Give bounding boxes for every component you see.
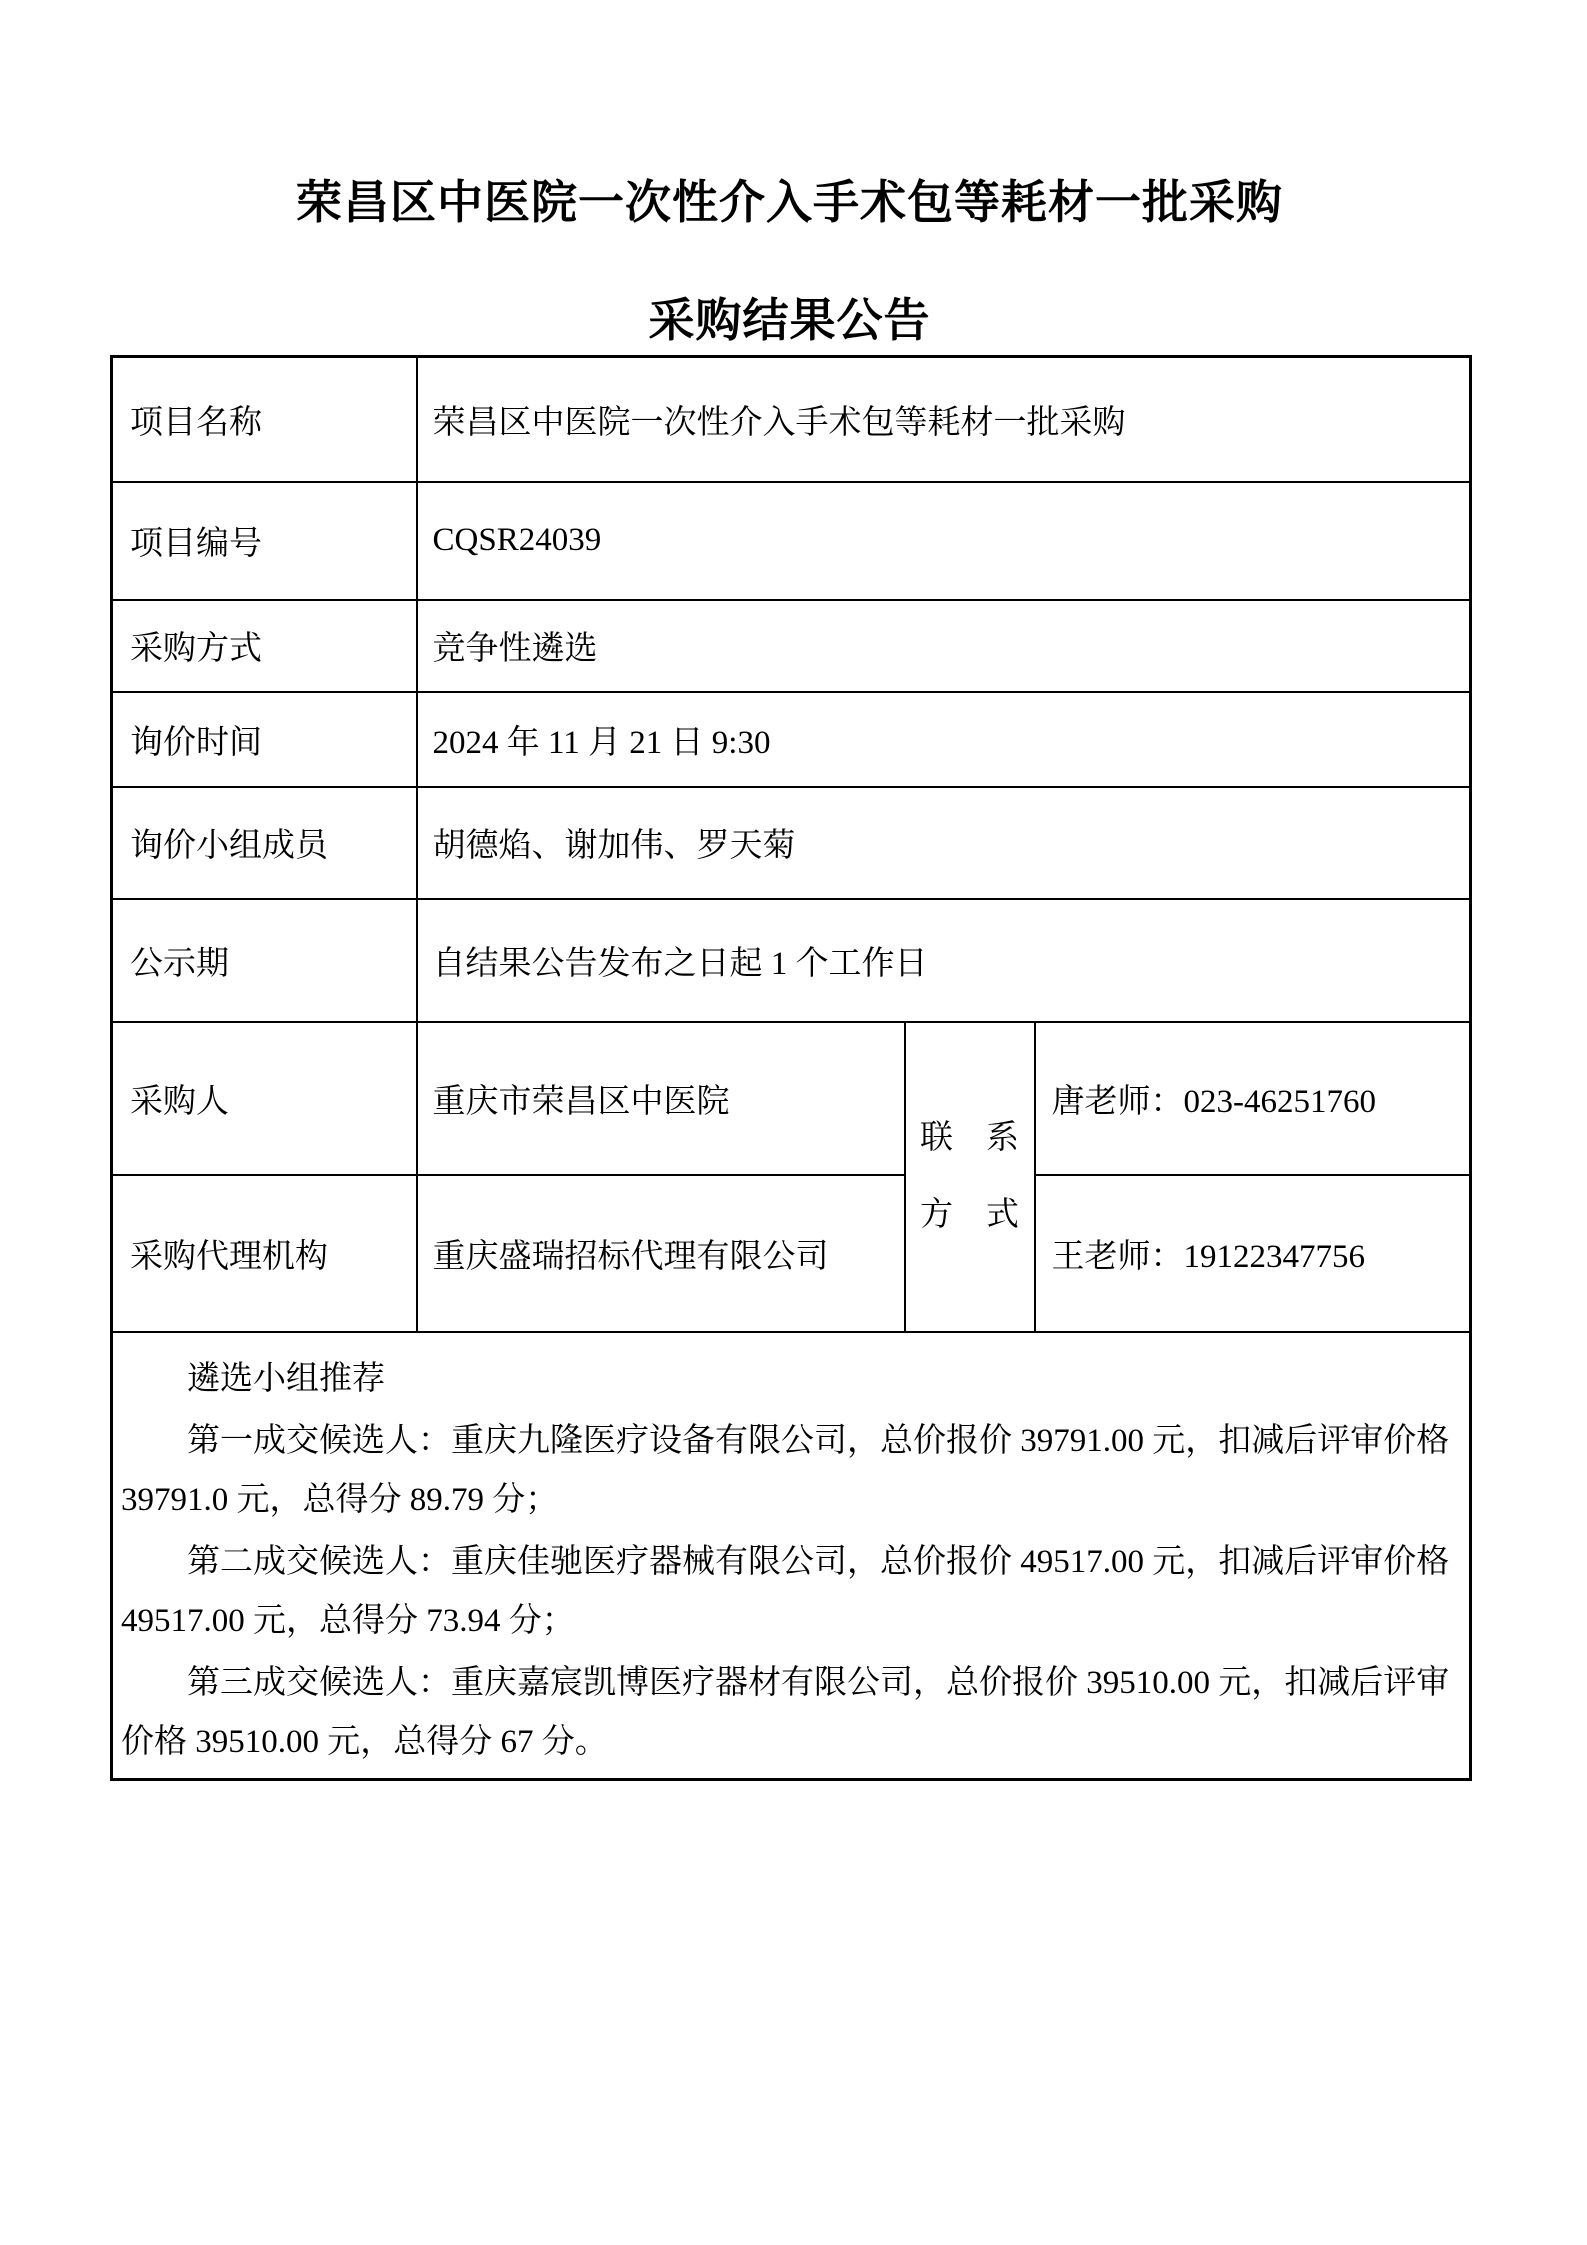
- project-name-label: 项目名称: [112, 357, 417, 482]
- agency-contact: 王老师：19122347756: [1035, 1175, 1471, 1332]
- document-title-line1: 荣昌区中医院一次性介入手术包等耗材一批采购: [296, 177, 1283, 228]
- purchaser-contact: 唐老师：023-46251760: [1035, 1022, 1471, 1175]
- table-row: [112, 899, 1471, 1022]
- second-candidate-paragraph: 第二成交候选人：重庆佳驰医疗器械有限公司，总价报价 49517.00 元，扣减后评审价格 49517.00 元，总得分 73.94 分；: [121, 1543, 1450, 1639]
- inquiry-time-label: 询价时间: [112, 692, 417, 787]
- project-number-label: 项目编号: [112, 482, 417, 600]
- table-row: [112, 1332, 1471, 1780]
- contact-header-line2: 方 式: [920, 1196, 1019, 1233]
- table-row: [112, 357, 1471, 482]
- table-row: [112, 482, 1471, 600]
- purchaser-value: 重庆市荣昌区中医院: [417, 1022, 905, 1175]
- project-name-value: 荣昌区中医院一次性介入手术包等耗材一批采购: [417, 357, 1471, 482]
- table-row: [112, 1175, 1471, 1332]
- procurement-method-label: 采购方式: [112, 600, 417, 692]
- first-candidate-paragraph: 第一成交候选人：重庆九隆医疗设备有限公司，总价报价 39791.00 元，扣减后评审价格 39791.0 元，总得分 89.79 分；: [121, 1422, 1450, 1518]
- inquiry-group-members-label: 询价小组成员: [112, 787, 417, 899]
- document-title-line2: 采购结果公告: [648, 295, 931, 346]
- publicity-period-value: 自结果公告发布之日起 1 个工作日: [417, 899, 1471, 1022]
- procurement-info-table: [110, 355, 1472, 1781]
- table-row: [112, 600, 1471, 692]
- contact-header-line1: 联 系: [920, 1119, 1019, 1156]
- table-row: [112, 1022, 1471, 1175]
- publicity-period-label: 公示期: [112, 899, 417, 1022]
- recommendation-section: [112, 1332, 1471, 1780]
- recommendation-heading: 遴选小组推荐: [187, 1360, 385, 1397]
- contact-method-header: [905, 1022, 1035, 1332]
- procurement-method-value: 竞争性遴选: [417, 600, 1471, 692]
- table-row: [112, 692, 1471, 787]
- purchaser-label: 采购人: [112, 1022, 417, 1175]
- procurement-agency-value: 重庆盛瑞招标代理有限公司: [417, 1175, 905, 1332]
- procurement-agency-label: 采购代理机构: [112, 1175, 417, 1332]
- third-candidate-paragraph: 第三成交候选人：重庆嘉宸凯博医疗器材有限公司，总价报价 39510.00 元，扣减后评审价格 39510.00 元，总得分 67 分。: [121, 1664, 1450, 1760]
- inquiry-time-value: 2024 年 11 月 21 日 9:30: [417, 692, 1471, 787]
- project-number-value: CQSR24039: [417, 482, 1471, 600]
- table-row: [112, 787, 1471, 899]
- inquiry-group-members-value: 胡德焰、谢加伟、罗天菊: [417, 787, 1471, 899]
